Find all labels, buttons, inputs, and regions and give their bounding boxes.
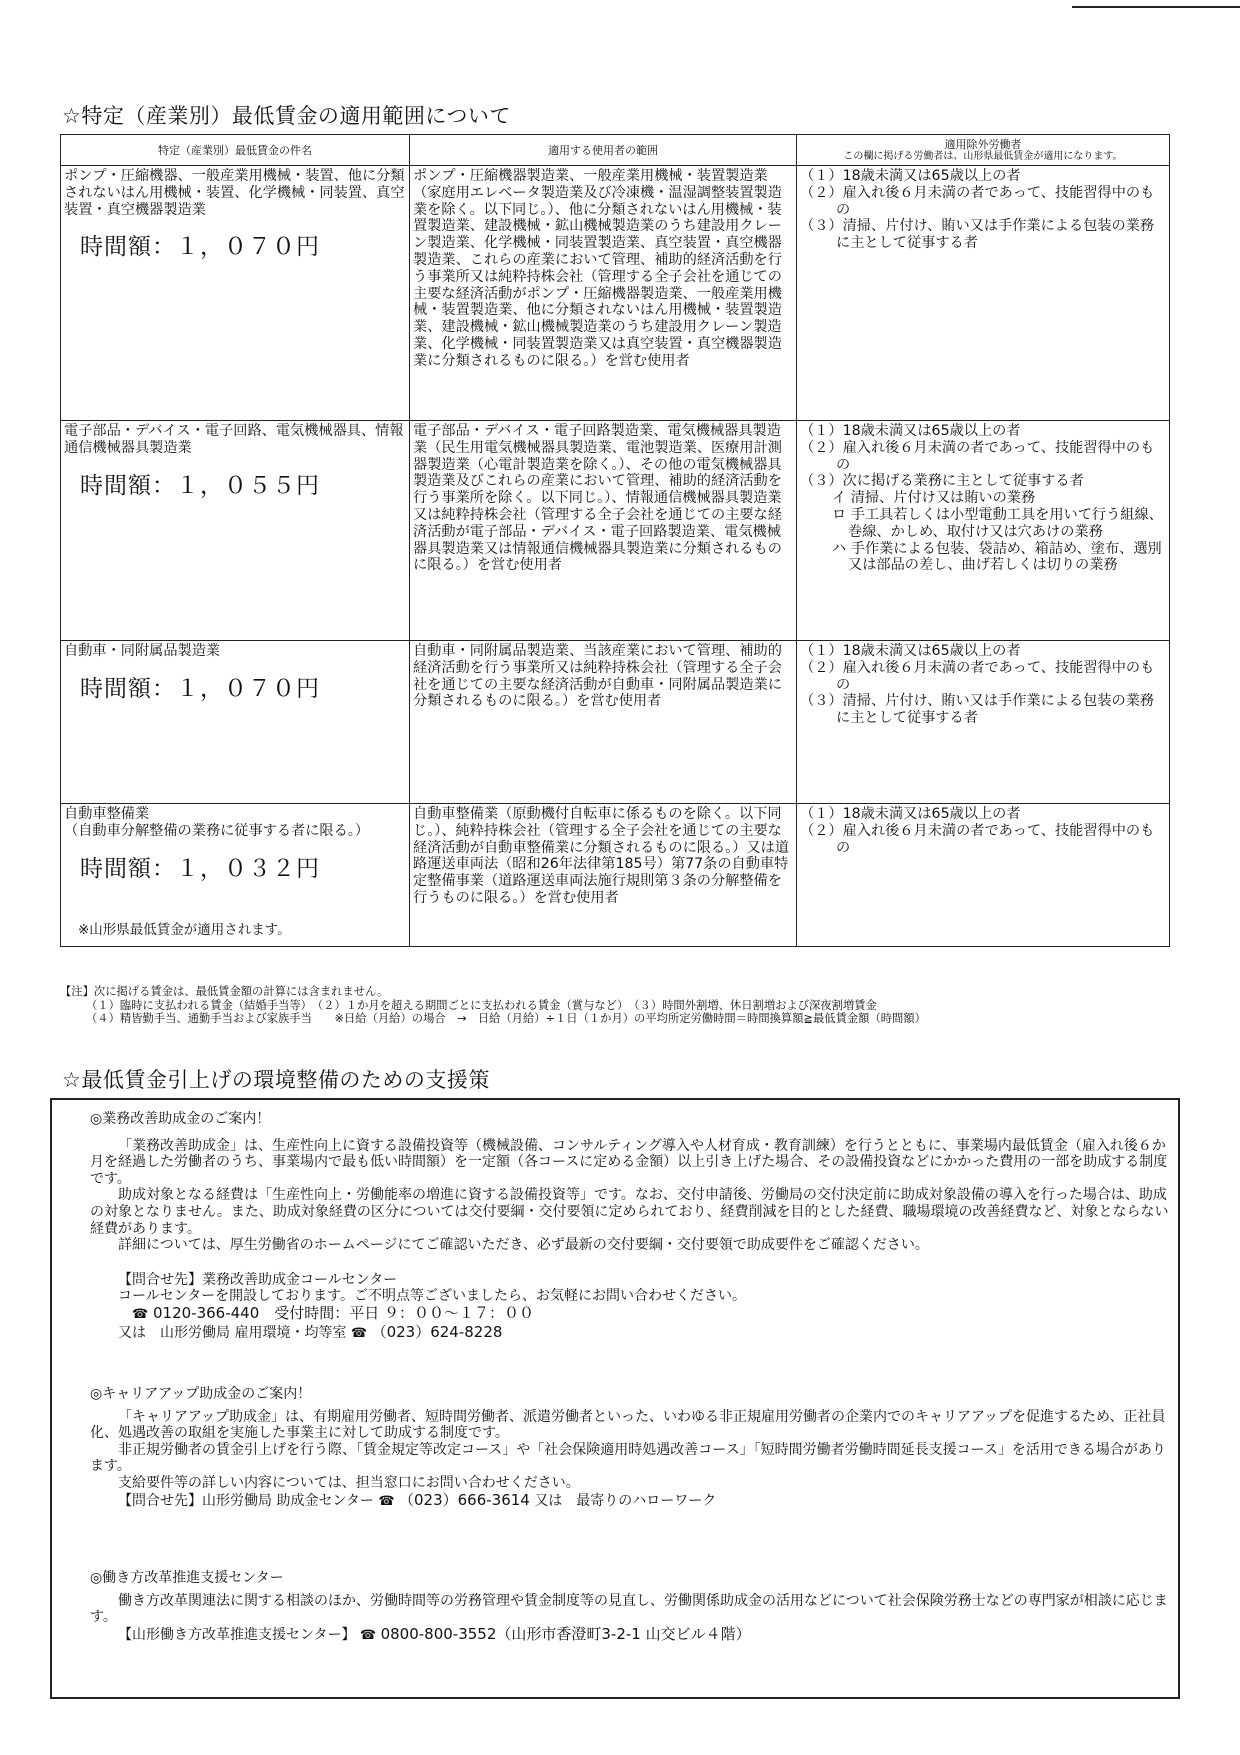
excluded-cell bbox=[797, 421, 1170, 641]
hourly-amount: 時間額：１，０３２円 bbox=[80, 855, 320, 882]
block-paragraph: 「キャリアアップ助成金」は、有期雇用労働者、短時間労働者、派遣労働者といった、いわゆる非正規雇用労働者の企業内でのキャリアアップを促進するため、正社員化、処遇改善の取組を実施した事業主に対して助成する制度です。 bbox=[90, 1408, 1166, 1442]
minimum-wage-note: ※山形県最低賃金が適用されます。 bbox=[78, 921, 291, 938]
scope-cell: 自動車整備業（原動機付自転車に係るものを除く。以下同じ。）、純粋持株会社（管理する全子会社を通じての主要な経済活動が自動車整備業に分類されるものに限る。）又は道路運送車両法（昭和26年法律第185号）第77条の自動車特定整備事業（道路運送車両法施行規則第３条の分解整備を行うものに限る。）を営む使用者 bbox=[410, 804, 797, 947]
block-paragraph: 非正規労働者の賃金引上げを行う際、「賃金規定等改定コース」や「社会保険適用時処遇改善コース」「短時間労働者労働時間延長支援コース」を活用できる場合があります。 bbox=[90, 1441, 1166, 1475]
contact-phone: 0120-366-440 受付時間：平日 ９：００～１７：００ bbox=[152, 1303, 535, 1322]
note-line: 【注】次に掲げる賃金は、最低賃金額の計算には含まれません。 bbox=[60, 985, 389, 998]
contact-phone: （023）666-3614 bbox=[399, 1490, 530, 1509]
contact-phone-line bbox=[90, 1305, 1170, 1324]
block-paragraph: 支給要件等の詳しい内容については、担当窓口にお問い合わせください。 bbox=[118, 1474, 580, 1491]
excluded-item: （３）清掃、片付け、賄い又は手作業による包装の業務に主として従事する者 bbox=[800, 218, 1155, 252]
scope-cell: ポンプ・圧縮機器製造業、一般産業用機械・装置製造業（家庭用エレベータ製造業及び冷凍機・温湿調整装置製造業を除く。以下同じ。）、他に分類されないはん用機械・装置製造業、建設機械・鉱山機械製造業のうち建設用クレーン製造業、化学機械・同装置製造業、真空装置・真空機器製造業、これらの産業において管理、補助的経済活動を行う事業所又は純粋持株会社（管理する全子会社を通じての主要な経済活動がポンプ・圧縮機器製造業、一般産業用機械・装置製造業、他に分類されないはん用機械・装置製造業、建設機械・鉱山機械製造業のうち建設用クレーン製造業、化学機械・同装置製造業又は真空装置・真空機器製造業に分類されるものに限る。）を営む使用者 bbox=[410, 166, 797, 421]
excluded-item: （１）18歳未満又は65歳以上の者 bbox=[800, 168, 1021, 184]
contact-label: 【問合せ先】山形労働局 助成金センター bbox=[118, 1492, 374, 1509]
table-row bbox=[61, 421, 1170, 641]
career-up-block bbox=[90, 1386, 1170, 1510]
row-name-cell bbox=[61, 641, 410, 804]
excluded-subitem: ハ 手作業による包装、袋詰め、箱詰め、塗布、選別又は部品の差し、曲げ若しくは切りの業務 bbox=[832, 540, 1162, 574]
excluded-subitem: イ 清掃、片付け又は賄いの業務 bbox=[832, 490, 1036, 507]
hourly-amount: 時間額：１，０７０円 bbox=[80, 675, 320, 702]
industry-name: 電子部品・デバイス・電子回路、電気機械器具、情報通信機械器具製造業 bbox=[64, 423, 404, 456]
contact-alt-phone: （023）624-8228 bbox=[371, 1322, 503, 1341]
hourly-amount: 時間額：１，０７０円 bbox=[80, 234, 320, 261]
contact-phone: 0800-800-3552（山形市香澄町3-2-1 山交ビル４階） bbox=[380, 1624, 751, 1643]
business-improvement-block bbox=[90, 1111, 1170, 1342]
excluded-cell bbox=[797, 804, 1170, 947]
block-paragraph: 詳細については、厚生労働省のホームページにてご確認いただき、必ず最新の交付要綱・交付要領で助成要件をご確認ください。 bbox=[118, 1237, 929, 1254]
contact-label: 【山形働き方改革推進支援センター】 bbox=[118, 1626, 356, 1643]
contact-alt: 又は 最寄りのハローワーク bbox=[534, 1492, 717, 1509]
header-excluded bbox=[797, 135, 1170, 166]
excluded-item: （２）雇入れ後６月未満の者であって、技能習得中のもの bbox=[800, 659, 1155, 693]
note-line: （４）精皆勤手当、通勤手当および家族手当 ※日給（月給）の場合 → 日給（月給）÷１日（１か月）の平均所定労働時間＝時間換算額≧最低賃金額（時間額） bbox=[86, 1012, 926, 1025]
block-paragraph: 働き方改革関連法に関する相談のほか、労働時間等の労務管理や賃金制度等の見直し、労働関係助成金の活用などについて社会保険労務士などの専門家が相談に応じます。 bbox=[90, 1592, 1168, 1626]
phone-icon: ☎ bbox=[132, 1306, 149, 1322]
excluded-item: （２）雇入れ後６月未満の者であって、技能習得中のもの bbox=[800, 184, 1155, 218]
header-excluded-title: 適用除外労働者 bbox=[944, 138, 1022, 151]
row-name-cell bbox=[61, 421, 410, 641]
header-scope: 適用する使用者の範囲 bbox=[410, 135, 797, 166]
excluded-cell bbox=[797, 166, 1170, 421]
excluded-item: （１）18歳未満又は65歳以上の者 bbox=[800, 806, 1021, 822]
block-title: ◎キャリアアップ助成金のご案内！ bbox=[90, 1386, 312, 1402]
scope-cell: 電子部品・デバイス・電子回路製造業、電気機械器具製造業（民生用電気機械器具製造業、電池製造業、医療用計測器製造業（心電計製造業を除く。）、その他の電気機械器具製造業及びこれらの産業において管理、補助的経済活動を行う事業所を除く。以下同じ。）、情報通信機械器具製造業又は純粋持株会社（管理する全子会社を通じての主要な経済活動が電子部品・デバイス・電子回路製造業、電気機械器具製造業又は情報通信機械器具製造業に分類されるものに限る。）を営む使用者 bbox=[410, 421, 797, 641]
contact-alt-line bbox=[90, 1324, 1170, 1343]
scope-cell: 自動車・同附属品製造業、当該産業において管理、補助的経済活動を行う事業所又は純粋持株会社（管理する全子会社を通じての主要な経済活動が自動車・同附属品製造業に分類されるものに限る。）を営む使用者 bbox=[410, 641, 797, 804]
table-row bbox=[61, 641, 1170, 804]
excluded-item: （１）18歳未満又は65歳以上の者 bbox=[800, 643, 1021, 659]
contact-alt-label: 又は 山形労働局 雇用環境・均等室 bbox=[118, 1324, 347, 1341]
phone-icon: ☎ bbox=[378, 1493, 395, 1509]
section-title-support: ☆最低賃金引上げの環境整備のための支援策 bbox=[62, 1068, 490, 1092]
contact-line bbox=[90, 1492, 1170, 1511]
block-paragraph: 「業務改善助成金」は、生産性向上に資する設備投資等（機械設備、コンサルティング導入や人材育成・教育訓練）を行うとともに、事業場内最低賃金（雇入れ後６か月を経過した労働者のうち、事業場内で最も低い時間額）を一定額（各コースに定める金額）以上引き上げた場合、その設備投資などにかかった費用の一部を助成する制度です。 bbox=[90, 1137, 1168, 1187]
phone-icon: ☎ bbox=[359, 1627, 377, 1643]
table-row bbox=[61, 804, 1170, 947]
top-rule bbox=[1072, 6, 1240, 8]
header-excluded-note: この欄に掲げる労働者は、山形県最低賃金が適用になります。 bbox=[843, 151, 1123, 162]
block-title: ◎働き方改革推進支援センター bbox=[90, 1570, 284, 1586]
contact-title: 【問合せ先】業務改善助成金コールセンター bbox=[118, 1271, 398, 1288]
contact-text: コールセンターを開設しております。ご不明点等ございましたら、お気軽にお問い合わせください。 bbox=[118, 1288, 747, 1305]
excluded-cell bbox=[797, 641, 1170, 804]
excluded-item: （１）18歳未満又は65歳以上の者 bbox=[800, 423, 1021, 439]
excluded-subitem: ロ 手工具若しくは小型電動工具を用いて行う組線、巻線、かしめ、取付け又は穴あけの業務 bbox=[832, 506, 1163, 540]
table-header-row bbox=[61, 135, 1170, 166]
note-line: （１）臨時に支払われる賃金（結婚手当等） （２）１か月を超える期間ごとに支払われる賃金（賞与など） （３）時間外割増、休日割増および深夜割増賃金 bbox=[86, 998, 877, 1012]
industry-name-qualifier: （自動車分解整備の業務に従事する者に限る。） bbox=[64, 822, 370, 839]
block-paragraph: 助成対象となる経費は「生産性向上・労働能率の増進に資する設備投資等」です。なお、交付申請後、労働局の交付決定前に助成対象設備の導入を行った場合は、助成の対象となりません。また、助成対象経費の区分については交付要綱・交付要領に定められており、経費削減を目的とした経費、職場環境の改善経費など、対象とならない経費があります。 bbox=[90, 1187, 1169, 1237]
excluded-item: （２）雇入れ後６月未満の者であって、技能習得中のもの bbox=[800, 822, 1155, 856]
wage-table bbox=[60, 134, 1170, 947]
industry-name: 自動車整備業 bbox=[64, 806, 150, 822]
excluded-item: （３）清掃、片付け、賄い又は手作業による包装の業務に主として従事する者 bbox=[800, 693, 1155, 727]
section-title-wage-scope: ☆特定（産業別）最低賃金の適用範囲について bbox=[62, 104, 511, 128]
industry-name: ポンプ・圧縮機器、一般産業用機械・装置、他に分類されないはん用機械・装置、化学機械・同装置、真空装置・真空機器製造業 bbox=[64, 168, 405, 218]
table-row bbox=[61, 166, 1170, 421]
excluded-item: （２）雇入れ後６月未満の者であって、技能習得中のもの bbox=[800, 439, 1155, 473]
industry-name: 自動車・同附属品製造業 bbox=[64, 643, 221, 659]
excluded-item: （３）次に掲げる業務に主として従事する者 bbox=[800, 473, 1084, 490]
work-style-reform-block bbox=[90, 1570, 1170, 1644]
block-title: ◎業務改善助成金のご案内！ bbox=[90, 1111, 271, 1127]
support-box bbox=[50, 1098, 1180, 1699]
contact-line bbox=[90, 1626, 1170, 1645]
row-name-cell bbox=[61, 804, 410, 947]
table-notes bbox=[60, 985, 1180, 1026]
header-name: 特定（産業別）最低賃金の件名 bbox=[61, 135, 410, 166]
row-name-cell bbox=[61, 166, 410, 421]
hourly-amount: 時間額：１，０５５円 bbox=[80, 472, 320, 499]
phone-icon: ☎ bbox=[350, 1325, 368, 1341]
